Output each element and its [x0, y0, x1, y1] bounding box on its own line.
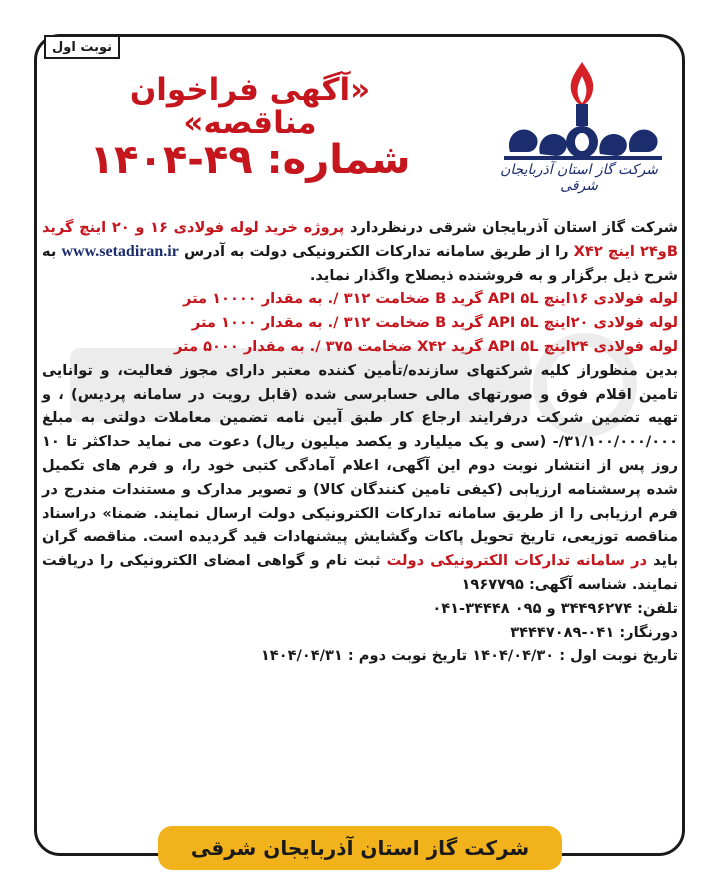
- project-title: پروژه خرید لوله فولادی ۱۶ و ۲۰ اینچ گرید Bو۲۴ اینچ X۴۲: [42, 219, 678, 260]
- date-first-value: ۱۴۰۴/۰۴/۳۰: [472, 647, 555, 665]
- date-second-label: تاریخ نوبت دوم :: [347, 647, 468, 665]
- fax-label: دورنگار:: [619, 623, 678, 641]
- tender-number: [80, 137, 420, 183]
- company-logo: [486, 58, 676, 198]
- intro-text-b: را از طریق سامانه تدارکات الکترونیکی دولت به آدرس: [183, 242, 569, 260]
- notice-body: [42, 216, 678, 668]
- intro-text-c: به شرح ذیل برگزار و به فروشنده ذیصلاح واگذار نماید.: [42, 242, 678, 284]
- phone-line: [42, 597, 678, 621]
- intro-text-a: شرکت گاز استان آذربایجان شرقی درنظردارد: [349, 219, 679, 236]
- pipe-item-24: لوله فولادی ۲۴اینچ API ۵L گرید X۴۲ ضخامت ۳۷۵ /. به مقدار ۵۰۰۰ متر: [173, 337, 678, 355]
- fax-value: ۰۴۱-۳۴۴۴۷۰۸۹: [510, 623, 615, 641]
- flame-icon: [560, 60, 604, 108]
- conditions-paragraph: [42, 359, 678, 597]
- ad-id-value: ۱۹۶۷۷۹۵: [461, 575, 524, 593]
- date-second-value: ۱۴۰۴/۰۴/۳۱: [260, 647, 343, 665]
- gas-company-emblem-icon: [500, 102, 666, 162]
- website-link[interactable]: www.setadiran.ir: [61, 242, 179, 260]
- round-badge: نوبت اول: [44, 35, 120, 59]
- tender-number-value: ۴۹-۱۴۰۴: [89, 137, 253, 183]
- phone-value: ۳۴۴۹۶۲۷۴ و ۰۹۵ ۳۴۴۴۸-۰۴۱: [432, 599, 632, 617]
- pipe-item-20: لوله فولادی ۲۰اینچ API ۵L گرید B ضخامت ۳۱۲ /. به مقدار ۱۰۰۰ متر: [191, 314, 678, 332]
- page-title: «آگهی فراخوان مناقصه»: [129, 72, 371, 141]
- conditions-text-a: بدین منظوراز کلیه شرکتهای سازنده/تأمین کننده معتبر دارای مجوز فعالیت، و توانایی تامین اقلام فوق و صورتهای مالی حسابرسی شده (قابل رویت در سامانه پردیس) ، و تهیه تضمین شرکت درفرایند ارجاع کار طبق آیین نامه تضمین معاملات دولتی به مبلغ ۳۱/۱۰۰/۰۰۰/۰۰۰/- (سی و یک میلیارد و یکصد میلیون ریال) دعوت می نماید حداکثر تا ۱۰ روز پس از انتشار نوبت دوم این آگهی، اعلام آمادگی کتبی خود را، و فرم های تکمیل شده پرسشنامه ارزیابی (کیفی تامین کنندگان کالا) و تصویر مدارک و مستندات مندرج در فرم ارزیابی را از طریق سامانه تدارکات الکترونیکی دولت ارسال نمایند. ضمنا» دراسناد مناقصه توزیعی، تاریخ تحویل پاکات وگشایش پیشنهادات قید گردیده است. مناقصه گران باید: [42, 361, 678, 570]
- footer-company-banner: شرکت گاز استان آذربایجان شرقی: [158, 826, 562, 870]
- dates-line: [42, 644, 678, 668]
- date-first-label: تاریخ نوبت اول :: [559, 647, 678, 665]
- conditions-highlight: در سامانه تدارکات الکترونیکی دولت: [386, 552, 647, 570]
- intro-paragraph: [42, 216, 678, 287]
- fax-line: [42, 621, 678, 645]
- phone-label: تلفن:: [637, 599, 678, 617]
- ad-id-label: شناسه آگهی:: [528, 575, 627, 593]
- company-signature: شرکت گاز استان آذربایجان شرقی: [500, 162, 658, 194]
- pipe-item-16: لوله فولادی ۱۶اینچ API ۵L گرید B ضخامت ۳۱۲ /. به مقدار ۱۰۰۰۰ متر: [182, 290, 678, 308]
- tender-number-label: شماره:: [266, 137, 411, 183]
- conditions-text-b: ثبت نام و گواهی امضای الکترونیکی را دریافت نمایند.: [42, 552, 678, 593]
